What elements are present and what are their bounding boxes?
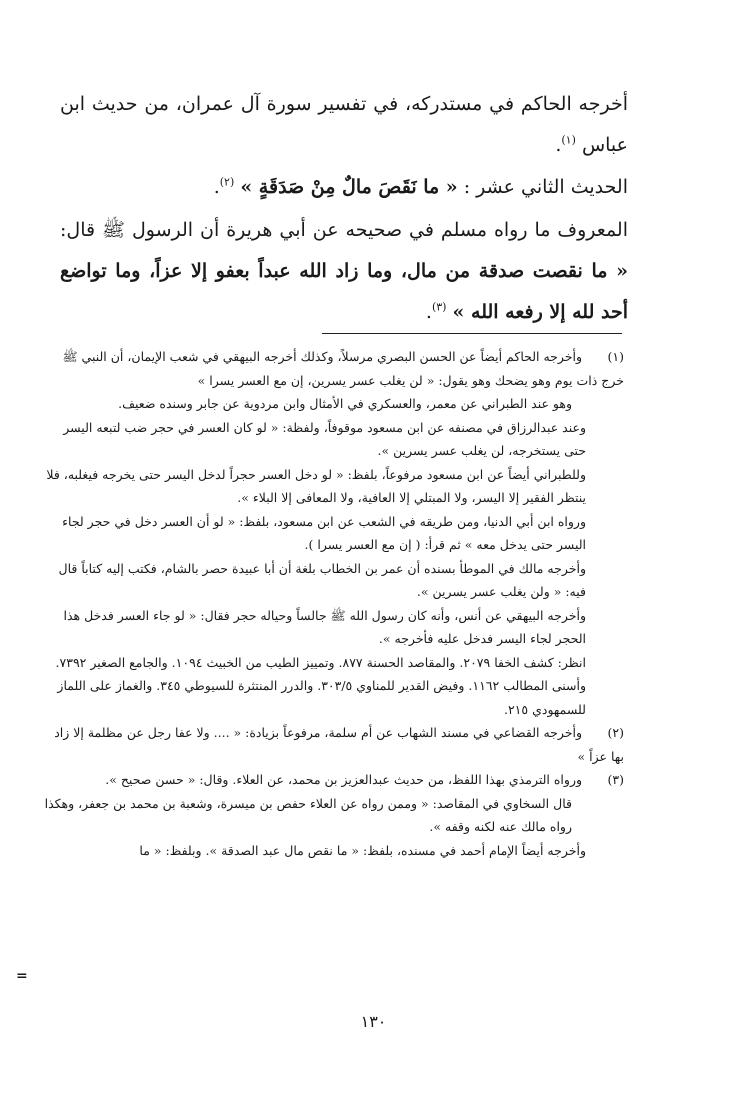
page-number: ١٣٠ bbox=[360, 1012, 387, 1031]
footnote-3-line-3: وأخرجه أيضاً الإمام أحمد في مسنده، بلفظ: « ما نقص مال عبد الصدقة ». وبلفظ: « ما bbox=[139, 842, 586, 858]
footnote-3-line-2: قال السخاوي في المقاصد: « وممن رواه عن العلاء حفص بن ميسرة، وشعبة بن محمد بن جعفر، وهكذا رواه مالك عنه لكنه وقفه ». bbox=[44, 795, 572, 834]
paragraph-2-hadith: « ما نقصت صدقة من مال، وما زاد الله عبداً بعفو إلا عزاً، وما تواضع أحد لله إلا رفعه الله » bbox=[60, 260, 628, 323]
footnote-1-line-4: وللطبراني أيضاً عن ابن مسعود مرفوعاً، بلفظ: « لو دخل العسر حجراً لدخل اليسر حتى يخرجه فيغلبه، فلا ينتظر الفقير إلا اليسر، ولا المبتلي إلا العافية، ولا المعافى إلا البلاء ». bbox=[46, 466, 586, 505]
paragraph-1-text: أخرجه الحاكم في مستدركه، في تفسير سورة آل عمران، من حديث ابن عباس bbox=[60, 93, 628, 156]
footnote-2 bbox=[44, 721, 624, 768]
paragraph-2-intro: المعروف ما رواه مسلم في صحيحه عن أبي هريرة أن الرسول ﷺ قال: bbox=[60, 219, 628, 241]
footnote-1-line-5: ورواه ابن أبي الدنيا، ومن طريقه في الشعب عن ابن مسعود، بلفظ: « لو أن العسر دخل في حجر لجاء اليسر حتى يدخل معه » ثم قرأ: ( إن مع العسر يسرا ). bbox=[62, 513, 586, 552]
footnote-1-line-6: وأخرجه مالك في الموطأ بسنده أن عمر بن الخطاب بلغة أن أبا عبيدة حصر بالشام، فكتب إليه كتاباً قال فيه: « ولن يغلب عسر يسرين ». bbox=[58, 560, 586, 599]
footnote-ref-2: (٢) bbox=[219, 175, 235, 189]
footnote-1-number: (١) bbox=[607, 349, 624, 364]
hadith-12-heading: الحديث الثاني عشر : « ما نَقَصَ مالٌ مِنْ صَدَقَةٍ » $^{(٢)}$. bbox=[213, 175, 628, 198]
footnote-2-text: وأخرجه القضاعي في مسند الشهاب عن أم سلمة، مرفوعاً بزيادة: « .... ولا عفا رجل عن مظلمة إلا زاد بها عزاً » bbox=[54, 725, 624, 764]
hadith-12-text: « ما نَقَصَ مالٌ مِنْ صَدَقَةٍ » bbox=[240, 176, 458, 198]
paragraph-2: المعروف ما رواه مسلم في صحيحه عن أبي هريرة أن الرسول ﷺ قال: « ما نقصت صدقة من مال، وما زاد الله عبداً بعفو إلا عزاً، وما تواضع أحد لله إلا رفعه الله » $^{(٣)}$. bbox=[60, 219, 628, 323]
footnote-3 bbox=[44, 768, 624, 862]
footnote-1-line-7: وأخرجه البيهقي عن أنس، وأنه كان رسول الله ﷺ جالساً وحياله حجر فقال: « لو جاء العسر فدخل هذا الحجر لجاء اليسر فدخل عليه فأخرجه ». bbox=[63, 607, 586, 646]
footnote-1-line-3: وعند عبدالرزاق في مصنفه عن ابن مسعود موقوفاً، ولفظة: « لو كان العسر في حجر ضب لتبعه اليسر حتى يستخرجه، لن يغلب عسر يسرين ». bbox=[63, 419, 586, 458]
paragraph-1: أخرجه الحاكم في مستدركه، في تفسير سورة آل عمران، من حديث ابن عباس $^{(١)}$. bbox=[60, 93, 628, 156]
footnote-1-line-1: (١) وأخرجه الحاكم أيضاً عن الحسن البصري مرسلاً، وكذلك أخرجه البيهقي في شعب الإيمان، أن النبي ﷺ خرج ذات يوم وهو يضحك وهو يقول: « لن يغلب عسر يسرين، إن مع العسر يسرا » bbox=[44, 345, 624, 392]
footnote-separator bbox=[322, 333, 622, 334]
footnote-1-line-2: وهو عند الطبراني عن معمر، والعسكري في الأمثال وابن مردوية عن جابر وسنده ضعيف. bbox=[118, 396, 572, 411]
footnote-ref-3: (٣) bbox=[431, 300, 447, 314]
footnote-2-number: (٢) bbox=[607, 725, 624, 740]
hadith-12-label: الحديث الثاني عشر : bbox=[463, 176, 628, 198]
continuation-mark: = bbox=[16, 968, 28, 984]
footnotes bbox=[44, 345, 624, 862]
footnote-3-line-1: (٣) ورواه الترمذي بهذا اللفظ، من حديث عبدالعزيز بن محمد، عن العلاء. وقال: « حسن صحيح ». bbox=[44, 768, 624, 792]
footnote-3-number: (٣) bbox=[607, 772, 624, 787]
footnote-ref-1: (١) bbox=[561, 133, 576, 147]
footnote-1-line-8: انظر: كشف الخفا ٢٠٧٩. والمقاصد الحسنة ٨٧٧. وتمييز الطيب من الخبيث ١٠٩٤. والجامع الصغير ٧٣٩٢. وأسنى المطالب ١١٦٢. وفيض القدير للمناوي ٣٠٣/٥. والدرر المنتثرة للسيوطي ٣٤٥. والغماز على اللماز للسمهودي ٢١٥. bbox=[55, 654, 586, 717]
footnote-1 bbox=[44, 345, 624, 721]
